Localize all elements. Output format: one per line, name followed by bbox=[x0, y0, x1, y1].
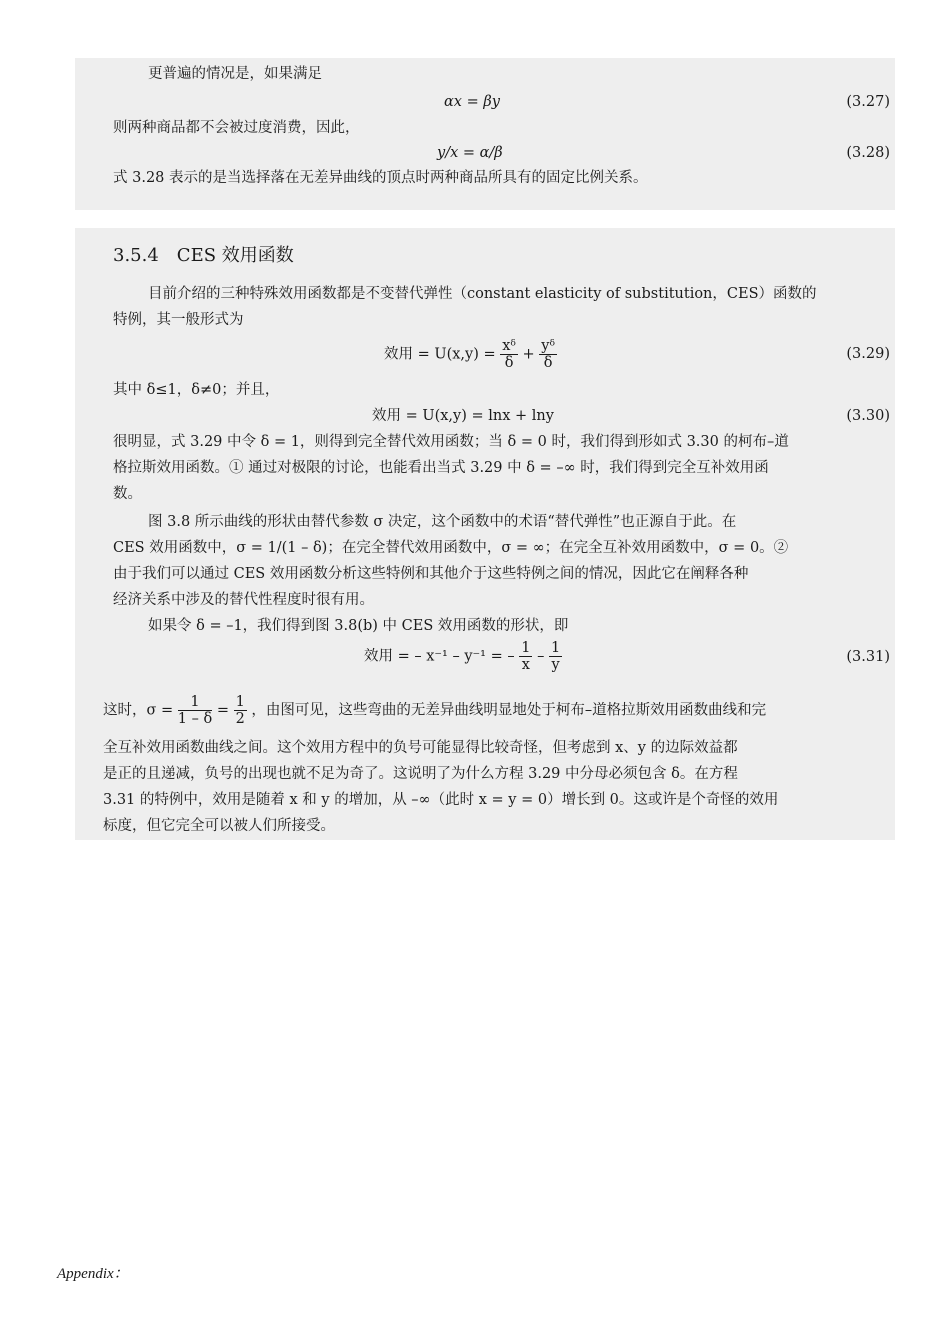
numerator: 1 bbox=[521, 640, 531, 656]
paragraph-line: 其中 δ≤1，δ≠0；并且， bbox=[113, 382, 280, 398]
fraction bbox=[178, 694, 212, 727]
operator: – bbox=[537, 648, 545, 665]
fraction bbox=[519, 640, 532, 673]
paragraph-line: 全互补效用函数曲线之间。这个效用方程中的负号可能显得比较奇怪，但考虑到 x、y 的边际效益都 bbox=[103, 740, 738, 756]
paragraph-line: 经济关系中涉及的替代性程度时很有用。 bbox=[113, 592, 374, 608]
operator: = bbox=[216, 702, 229, 719]
denominator: 2 bbox=[235, 711, 245, 727]
equation-number: (3.27) bbox=[846, 94, 890, 110]
paragraph-line: 由于我们可以通过 CES 效用函数分析这些特例和其他介于这些特例之间的情况，因此它在阐释各种 bbox=[113, 566, 749, 582]
paragraph-line: 目前介绍的三种特殊效用函数都是不变替代弹性（constant elasticity of substitution，CES）函数的 bbox=[148, 286, 817, 302]
numerator: 1 bbox=[235, 694, 245, 710]
equation-number: (3.31) bbox=[846, 649, 890, 665]
denominator: δ bbox=[504, 355, 514, 371]
equation-lhs: 效用 = – x⁻¹ – y⁻¹ = – bbox=[364, 648, 515, 665]
denominator: 1 – δ bbox=[177, 711, 213, 727]
section-heading: 3.5.4 CES 效用函数 bbox=[113, 245, 294, 266]
paragraph-line bbox=[103, 694, 766, 727]
equation-number: (3.29) bbox=[846, 346, 890, 362]
denominator: x bbox=[521, 657, 530, 673]
paragraph-line: 更普遍的情况是，如果满足 bbox=[148, 66, 322, 82]
text-span: ，由图可见，这些弯曲的无差异曲线明显地处于柯布–道格拉斯效用函数曲线和完 bbox=[251, 702, 767, 719]
paragraph-line: CES 效用函数中，σ = 1/(1 – δ)；在完全替代效用函数中，σ = ∞；在完全互补效用函数中，σ = 0。② bbox=[113, 540, 789, 556]
paragraph-line: 特例，其一般形式为 bbox=[113, 312, 244, 328]
numerator: xᵟ bbox=[502, 338, 516, 354]
text-span: 这时，σ = bbox=[103, 702, 174, 719]
fraction bbox=[549, 640, 562, 673]
numerator: 1 bbox=[550, 640, 561, 656]
numerator: yᵟ bbox=[541, 338, 555, 354]
paragraph-line: 3.31 的特例中，效用是随着 x 和 y 的增加，从 –∞（此时 x = y = 0）增长到 0。这或许是个奇怪的效用 bbox=[103, 792, 779, 808]
denominator: δ bbox=[543, 355, 553, 371]
paragraph-line: 如果令 δ = –1，我们得到图 3.8(b) 中 CES 效用函数的形状，即 bbox=[148, 618, 569, 634]
paragraph-line: 标度，但它完全可以被人们所接受。 bbox=[103, 818, 335, 834]
appendix-label: Appendix： bbox=[57, 1266, 129, 1282]
paragraph-line: 数。 bbox=[113, 486, 142, 502]
paragraph-line: 格拉斯效用函数。① 通过对极限的讨论，也能看出当式 3.29 中 δ = –∞ 时，我们得到完全互补效用函 bbox=[113, 460, 769, 476]
fraction bbox=[539, 338, 557, 371]
equation-3-27: αx = βy bbox=[444, 94, 500, 110]
equation-3-30: 效用 = U(x,y) = lnx + lny bbox=[372, 408, 554, 424]
equation-3-29 bbox=[384, 338, 557, 371]
fraction bbox=[234, 694, 247, 727]
numerator: 1 bbox=[178, 694, 212, 711]
equation-lhs: 效用 = U(x,y) = bbox=[384, 346, 496, 363]
denominator: y bbox=[551, 657, 560, 673]
equation-number: (3.28) bbox=[846, 145, 890, 161]
paragraph-line: 式 3.28 表示的是当选择落在无差异曲线的顶点时两种商品所具有的固定比例关系。 bbox=[113, 170, 648, 186]
operator: + bbox=[522, 346, 535, 363]
fraction bbox=[500, 338, 518, 371]
paragraph-line: 则两种商品都不会被过度消费，因此， bbox=[113, 120, 360, 136]
equation-3-28: y/x = α/β bbox=[437, 145, 503, 161]
equation-3-31 bbox=[364, 640, 562, 673]
equation-number: (3.30) bbox=[846, 408, 890, 424]
paragraph-line: 图 3.8 所示曲线的形状由替代参数 σ 决定，这个函数中的术语“替代弹性”也正源自于此。在 bbox=[148, 514, 737, 530]
paragraph-line: 很明显，式 3.29 中令 δ = 1，则得到完全替代效用函数；当 δ = 0 时，我们得到形如式 3.30 的柯布–道 bbox=[113, 434, 789, 450]
paragraph-line: 是正的且递减，负号的出现也就不足为奇了。这说明了为什么方程 3.29 中分母必须包含 δ。在方程 bbox=[103, 766, 738, 782]
